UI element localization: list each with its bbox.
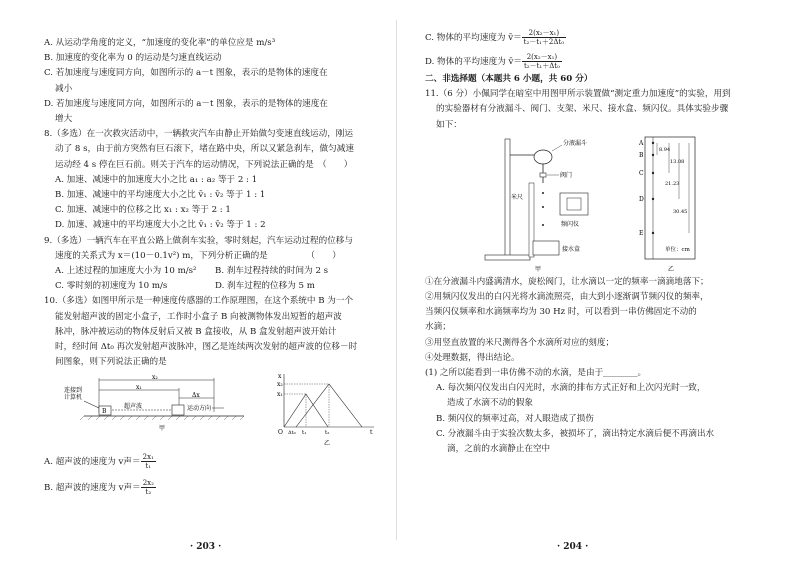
q7-option-d-cont: 增大 bbox=[55, 114, 73, 125]
q8-option: D. 加速、减速中的平均速度大小之比 v̄₁ : v̄₂ 等于 1 : 2 bbox=[55, 220, 266, 231]
point-e: E bbox=[639, 229, 644, 237]
q8-option: A. 加速、减速中的加速度大小之比 a₁ : a₂ 等于 2 : 1 bbox=[55, 174, 258, 185]
q10-option-c-fraction bbox=[522, 29, 566, 46]
q11-opt-c: C. 分液漏斗由于实验次数太多，被损坏了，滴出特定水滴后便不再滴出水 bbox=[436, 428, 715, 439]
q7-option-b: B. 加速度的变化率为 0 的运动是匀速直线运动 bbox=[44, 53, 222, 64]
fig-jia-hatch bbox=[80, 416, 244, 420]
q8-option: B. 加速、减速中的平均速度大小之比 v̄₁ : v̄₂ 等于 1 : 1 bbox=[55, 190, 266, 201]
q10-option-b-text: B. 超声波的速度为 v声＝ bbox=[44, 483, 141, 494]
q10-option-a bbox=[44, 452, 379, 472]
fig-yi-label-x1: x₁ bbox=[277, 391, 283, 399]
water-box-icon bbox=[533, 241, 559, 255]
q10-option-b bbox=[44, 478, 379, 498]
fig-jia-object bbox=[172, 405, 184, 415]
fig-jia-label-x2: x₂ bbox=[152, 374, 158, 382]
dim-val-2: 13.08 bbox=[670, 158, 685, 165]
fig-yi-origin: O bbox=[278, 429, 283, 437]
q11-opt-a: A. 每次频闪仪发出白闪光时，水滴的排布方式正好和上次闪光时一致， bbox=[436, 383, 706, 394]
fig-jia-label-x1: x₁ bbox=[136, 384, 142, 392]
fig-ruler-caption: 乙 bbox=[668, 265, 675, 273]
point-b: B bbox=[639, 151, 644, 159]
step-2-cont: 当频闪仪频率和水滴频率均为 30 Hz 时，可以看到一串仿佛固定不动的 bbox=[425, 307, 697, 318]
q10-option-a-text: A. 超声波的速度为 v声＝ bbox=[44, 457, 141, 468]
q9-option-b: B. 刹车过程持续的时间为 2 s bbox=[215, 266, 329, 277]
point-d-dot bbox=[652, 198, 654, 200]
q10-d-numerator: 2(x₂－x₁) bbox=[522, 53, 562, 62]
question-9 bbox=[44, 234, 379, 295]
right-page bbox=[397, 0, 794, 566]
fig-jia-caption: 甲 bbox=[159, 425, 166, 433]
drop-2 bbox=[542, 206, 544, 208]
q10-option-b-fraction bbox=[141, 479, 156, 496]
q9-options-row-2 bbox=[44, 279, 379, 294]
fig-yi-label-t1: t₁ bbox=[302, 430, 307, 437]
q10-option-a-fraction bbox=[141, 453, 156, 470]
q8-option: C. 加速、减速中的位移之比 x₁ : x₂ 等于 2 : 1 bbox=[55, 205, 231, 216]
q10-option-d-fraction bbox=[522, 53, 562, 70]
fig-yi-caption: 乙 bbox=[324, 440, 331, 448]
funnel-icon bbox=[534, 150, 552, 164]
q9-option-d: D. 刹车过程的位移为 5 m bbox=[215, 281, 315, 292]
fig-jia-wire bbox=[84, 401, 99, 408]
q9-options-row-1 bbox=[44, 264, 379, 279]
q10-figures bbox=[44, 372, 379, 452]
label-funnel: 分液漏斗 bbox=[563, 139, 588, 147]
q8-stem-line: 8.（多选）在一次救灾活动中，一辆救灾汽车由静止开始做匀变速直线运动，刚运 bbox=[44, 129, 353, 140]
q10-stem-line: 能发射超声波的固定小盒子，工作时小盒子 B 向被测物体发出短暂的超声波 bbox=[55, 311, 342, 322]
q11-stem-line: 的实验器材有分液漏斗、阀门、支架、米尺、接水盒、频闪仪。具体实验步骤 bbox=[436, 104, 729, 115]
point-d: D bbox=[639, 195, 644, 203]
q10-option-c-text: C. 物体的平均速度为 v̄＝ bbox=[425, 33, 522, 43]
strobe-icon bbox=[560, 193, 588, 215]
fig-app-caption: 甲 bbox=[535, 265, 542, 273]
fig-yi-x-label: t bbox=[370, 429, 373, 437]
label-ruler: 米尺 bbox=[511, 193, 524, 201]
q11-stem-line: 如下： bbox=[436, 119, 462, 130]
q10-option-d-text: D. 物体的平均速度为 v̄＝ bbox=[425, 57, 522, 67]
q10-a-denominator: t₁ bbox=[145, 462, 152, 471]
fig-jia-label-dx: Δx bbox=[192, 392, 200, 400]
fig-yi-y-label: x bbox=[278, 373, 282, 381]
label-box: 接水盒 bbox=[562, 245, 581, 253]
ruler-unit: 单位：cm bbox=[665, 246, 690, 253]
q11-opt-b: B. 频闪仪的频率过高，对人眼造成了损伤 bbox=[436, 413, 594, 424]
q9-option-c: C. 零时刻的初速度为 10 m/s bbox=[55, 281, 168, 292]
q10-stem-line: 脉冲，脉冲被运动的物体反射后又被 B 盒接收，从 B 盒发射超声波开始计 bbox=[55, 326, 337, 337]
question-10 bbox=[44, 294, 379, 370]
q11-figures bbox=[425, 133, 764, 275]
stand-base bbox=[485, 255, 530, 260]
q9-stem-line: 9.（多选）一辆汽车在平直公路上做刹车实验，零时刻起，汽车运动过程的位移与 bbox=[44, 235, 353, 246]
dim-val-3: 21.23 bbox=[665, 180, 680, 187]
step-3: ③用竖直放置的米尺测得各个水滴所对应的刻度； bbox=[425, 337, 615, 348]
step-2: ②用频闪仪发出的白闪光将水滴流照亮，由大到小逐渐调节频闪仪的频率， bbox=[425, 292, 709, 303]
page-number-right: · 204 · bbox=[557, 542, 589, 552]
drop-1 bbox=[542, 192, 544, 194]
point-a-dot bbox=[652, 142, 654, 144]
label-valve: 阀门 bbox=[560, 171, 573, 179]
q10-figures-svg bbox=[44, 372, 379, 452]
step-2-cont: 水滴； bbox=[425, 322, 451, 333]
q10-stem-line: 间图象，则下列说法正确的是 bbox=[55, 357, 167, 368]
q10-b-denominator: t₂ bbox=[145, 488, 152, 497]
fig-yi-label-t2: t₂ bbox=[325, 430, 330, 437]
dim-val-4: 30.45 bbox=[673, 208, 688, 215]
q10-option-c bbox=[425, 28, 764, 48]
page-number-left: · 203 · bbox=[190, 542, 222, 552]
q8-stem-line: 运动经 4 s 停在巨石前。则关于汽车的运动情况，下列说法正确的是 （ ） bbox=[55, 159, 353, 170]
point-c: C bbox=[639, 169, 644, 177]
q7-options bbox=[44, 36, 379, 127]
dim-val-1: 8.94 bbox=[659, 146, 671, 153]
drop-3 bbox=[542, 224, 544, 226]
q10-option-d bbox=[425, 52, 764, 72]
q11-figures-svg bbox=[425, 133, 765, 275]
q11-opt-c-cont: 滴，之前的水滴静止在空中 bbox=[447, 444, 551, 455]
q7-option-a: A. 从运动学角度的定义，“加速度的变化率”的单位应是 m/s³ bbox=[44, 38, 276, 48]
funnel-leader bbox=[552, 145, 562, 151]
fig-jia-label-meter: 连接到 bbox=[64, 387, 83, 395]
q7-option-c: C. 若加速度与速度同方向，如图所示的 a－t 图象，表示的是物体的速度在 bbox=[44, 68, 328, 79]
q9-stem-line: 速度的关系式为 x＝(10－0.1v²) m，下列分析正确的是 （ ） bbox=[55, 250, 341, 261]
step-4: ④处理数据，得出结论。 bbox=[425, 352, 520, 363]
point-b-dot bbox=[652, 154, 654, 156]
q10-a-numerator: 2x₁ bbox=[142, 453, 154, 462]
point-c-dot bbox=[652, 172, 654, 174]
q7-option-d: D. 若加速度与速度同方向，如图所示的 a－t 图象，表示的是物体的速度在 bbox=[44, 98, 328, 109]
q11-stem-line: 11.（6 分）小佩同学在暗室中用图甲所示装置做“测定重力加速度”的实验，用到 bbox=[425, 89, 731, 100]
q9-option-a: A. 上述过程的加速度大小为 10 m/s² bbox=[55, 266, 197, 277]
fig-jia-label-obj: 运动方向 bbox=[187, 405, 212, 413]
step-1: ①在分液漏斗内盛满清水，旋松阀门，让水滴以一定的频率一滴滴地落下； bbox=[425, 276, 709, 287]
valve-icon bbox=[540, 173, 546, 177]
fig-jia-label-sound: 超声波 bbox=[124, 403, 143, 411]
section-title: 二、非选择题（本题共 6 小题，共 60 分） bbox=[425, 74, 593, 84]
q10-c-denominator: t₂－t₁＋2Δt₀ bbox=[523, 38, 565, 46]
q11-sub1: (1) 之所以能看到一串仿佛不动的水滴，是由于________。 bbox=[425, 368, 647, 379]
q11-opt-a-cont: 造成了水滴不动的假象 bbox=[447, 398, 533, 409]
point-a: A bbox=[639, 139, 644, 147]
q8-stem-line: 动了 8 s，由于前方突然有巨石滚下，堵在路中央，所以又紧急刹车，做匀减速 bbox=[55, 144, 354, 155]
fig-jia-label-b: B bbox=[102, 408, 107, 416]
fig-jia-label-meter2: 计算机 bbox=[64, 394, 83, 402]
fig-yi-label-x2: x₂ bbox=[277, 381, 283, 389]
question-8 bbox=[44, 127, 379, 233]
q10-c-numerator: 2(x₂－x₁) bbox=[522, 29, 566, 38]
q10-stem-line: 10.（多选）如图甲所示是一种速度传感器的工作原理图，在这个系统中 B 为一个 bbox=[44, 296, 354, 307]
q7-option-c-cont: 减小 bbox=[55, 83, 73, 94]
label-strobe: 频闪仪 bbox=[561, 220, 580, 228]
q10-b-numerator: 2x₂ bbox=[142, 479, 154, 488]
stand-pole bbox=[505, 139, 510, 257]
q10-d-denominator: t₂－t₁＋Δt₀ bbox=[523, 62, 560, 70]
q10-stem-line: 时，经时间 Δt₀ 再次发射超声波脉冲，图乙是连续两次发射的超声波的位移－时 bbox=[55, 342, 358, 353]
fig-yi-label-dt: Δt₀ bbox=[288, 430, 296, 437]
point-e-dot bbox=[652, 232, 654, 234]
